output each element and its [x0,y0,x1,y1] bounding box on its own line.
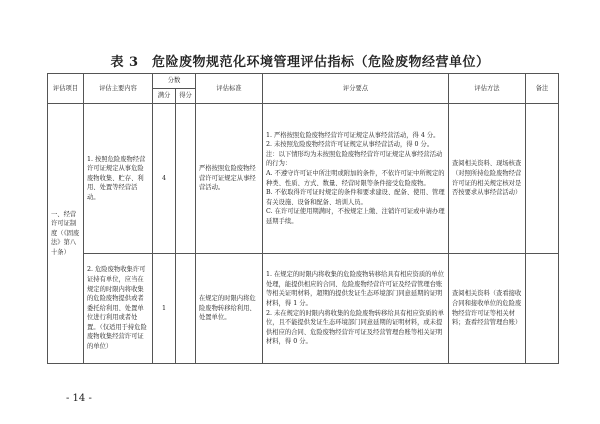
table-row [48,104,559,254]
notes-cell [526,104,559,254]
standard-cell: 在规定的时限内将危险废物转移给利用、处置单位。 [196,254,263,364]
header-score: 分数 [153,74,196,89]
point: C. 在许可证使用期满时，不按规定上缴、注销许可证或申请办理延期手续。 [266,208,445,225]
header-item: 评估项目 [48,74,84,104]
points-cell [263,104,449,254]
header-content: 评估主要内容 [84,74,153,104]
table-row [48,254,559,364]
page-number: - 14 - [66,393,92,404]
item-cell: 一、经营许可证制度（《固废法》第八十条） [48,104,84,364]
header-notes: 备注 [526,74,559,104]
point: B. 不依取得许可证时规定的条件和要求建设、配备、使用、管理有关设施、设备和配备、培训人员。 [266,189,445,206]
assessment-table [47,73,559,364]
point: 1. 在规定的时限内将收集的危险废物转移给具有相应资质的单位处理，能提供相应的合同、危险废物经营许可证及经营管理台账等相关证明材料，超期的提供发证生态环境部门同意延期的证明材料，得 1 分。 [266,271,445,307]
method-cell: 查阅相关资料、现场核查（对照所持危险废物经营许可证的相关规定核对是否按要求从事经营活动） [449,104,526,254]
header-points: 评分要点 [263,74,449,104]
table-title: 表 3 危险废物规范化环境管理评估指标（危险废物经营单位） [110,55,490,70]
point: 1. 严格按照危险废物经营许可证规定从事经营活动，得 4 分。 [266,131,440,139]
header-method: 评估方法 [449,74,526,104]
header-full: 满分 [153,89,176,104]
full-score-cell: 4 [153,104,176,254]
full-score-cell: 1 [153,254,176,364]
header-got: 得分 [176,89,196,104]
header-standard: 评估标准 [196,74,263,104]
content-cell: 1. 按照危险废物经营许可证规定从事危险废物收集、贮存、利用、处置等经营活动。 [84,104,153,254]
method-cell: 查阅相关资料（查看接收合同和接收单位的危险废物经营许可证等相关材料；查看经营管理台账） [449,254,526,364]
point: A. 不遵守许可证中所注明或附加的条件，不依许可证中所规定的种类、性质、方式、数量、经营时限等条件接受危险废物。 [266,169,445,187]
got-score-cell [176,254,196,364]
point: 2. 未按照危险废物经营许可证规定从事经营活动，得 0 分。 [266,141,434,149]
standard-cell: 严格按照危险废物经营许可证规定从事经营活动。 [196,104,263,254]
got-score-cell [176,104,196,254]
point: 注：以下情形均为未按照危险废物经营许可证规定从事经营活动的行为： [266,150,443,168]
content-cell: 2. 危险废物收集许可证持有单位，应当在规定的时限内将收集的危险废物提供或者委托给利用、处置单位进行利用或者处置。（仅适用于持危险废物收集经营许可证的单位） [84,254,153,364]
point: 2. 未在规定的时限内将收集的危险废物转移给具有相应资质的单位，且不能提供发证生态环境部门同意延期的证明材料，或未提供相应的合同、危险废物经营许可证及经营管理台账等相关证明材料，得 0 分。 [266,309,445,346]
points-cell [263,254,449,364]
notes-cell [526,254,559,364]
